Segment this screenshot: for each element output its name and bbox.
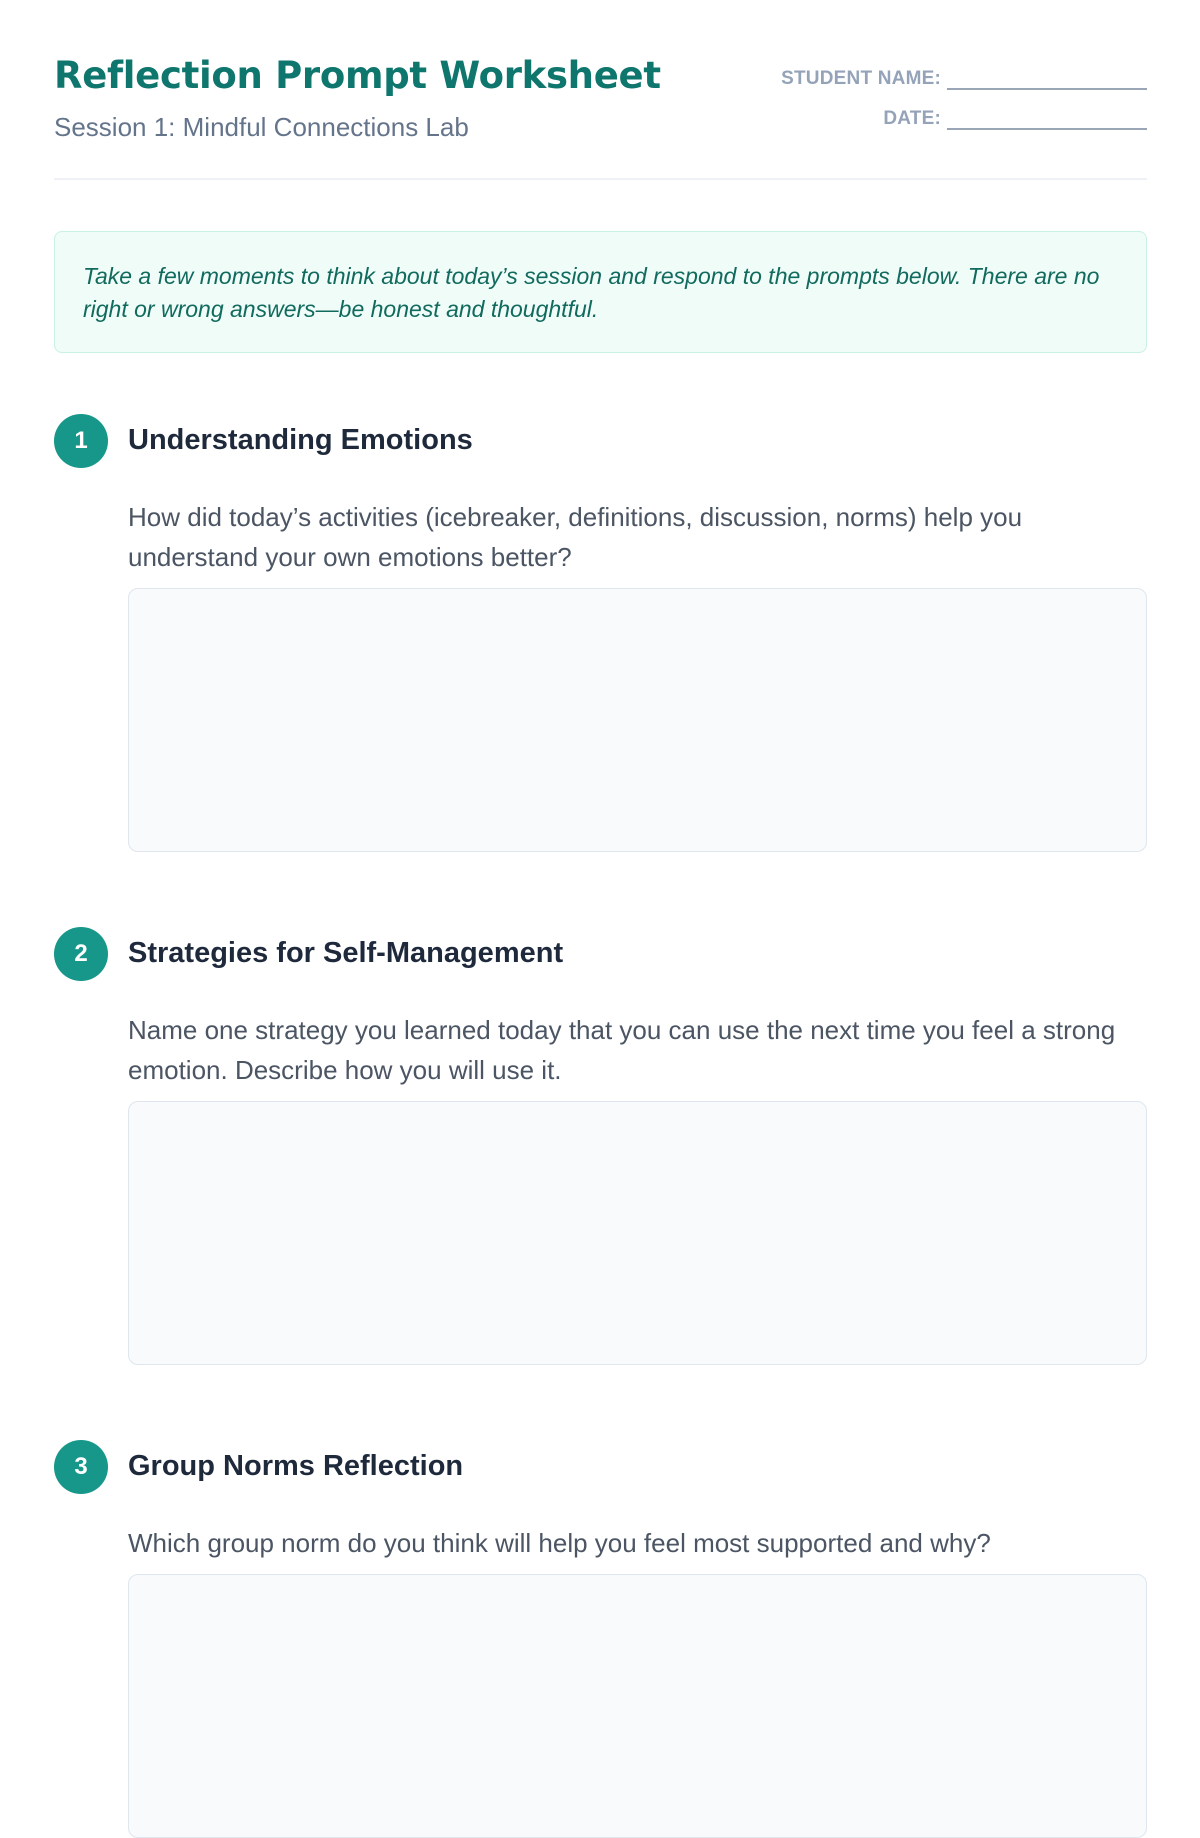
prompt-title: Understanding Emotions [128,424,473,456]
date-line[interactable] [947,109,1147,130]
date-label: DATE: [883,108,941,129]
prompt-title: Group Norms Reflection [128,1450,464,1482]
page-subtitle: Session 1: Mindful Connections Lab [54,112,469,142]
prompt-question: Name one strategy you learned today that you can use the next time you feel a strong emotion. Describe how you will use it. [128,1015,1116,1085]
prompt-question: How did today’s activities (icebreaker, definitions, discussion, norms) help you understand your own emotions better? [128,502,1023,572]
student-name-label: STUDENT NAME: [781,68,941,89]
prompt-title: Strategies for Self-Management [128,937,564,969]
answer-box[interactable] [128,1101,1147,1365]
student-name-line[interactable] [947,69,1147,90]
worksheet-header [54,0,1147,180]
prompt-number-badge: 2 [54,927,108,981]
page-title: Reflection Prompt Worksheet [54,54,661,97]
answer-box[interactable] [128,1574,1147,1838]
intro-text: Take a few moments to think about today’s session and respond to the prompts below. There are no right or wrong answers—be honest and thoughtful. [83,263,1100,322]
prompt-question: Which group norm do you think will help you feel most supported and why? [128,1528,991,1558]
student-info-fields [767,68,1147,148]
student-name-field [767,68,1147,90]
date-field [767,108,1147,130]
answer-box[interactable] [128,588,1147,852]
prompt-number-badge: 3 [54,1440,108,1494]
prompt-number-badge: 1 [54,414,108,468]
intro-callout [54,231,1147,353]
worksheet-page [54,0,1147,1558]
